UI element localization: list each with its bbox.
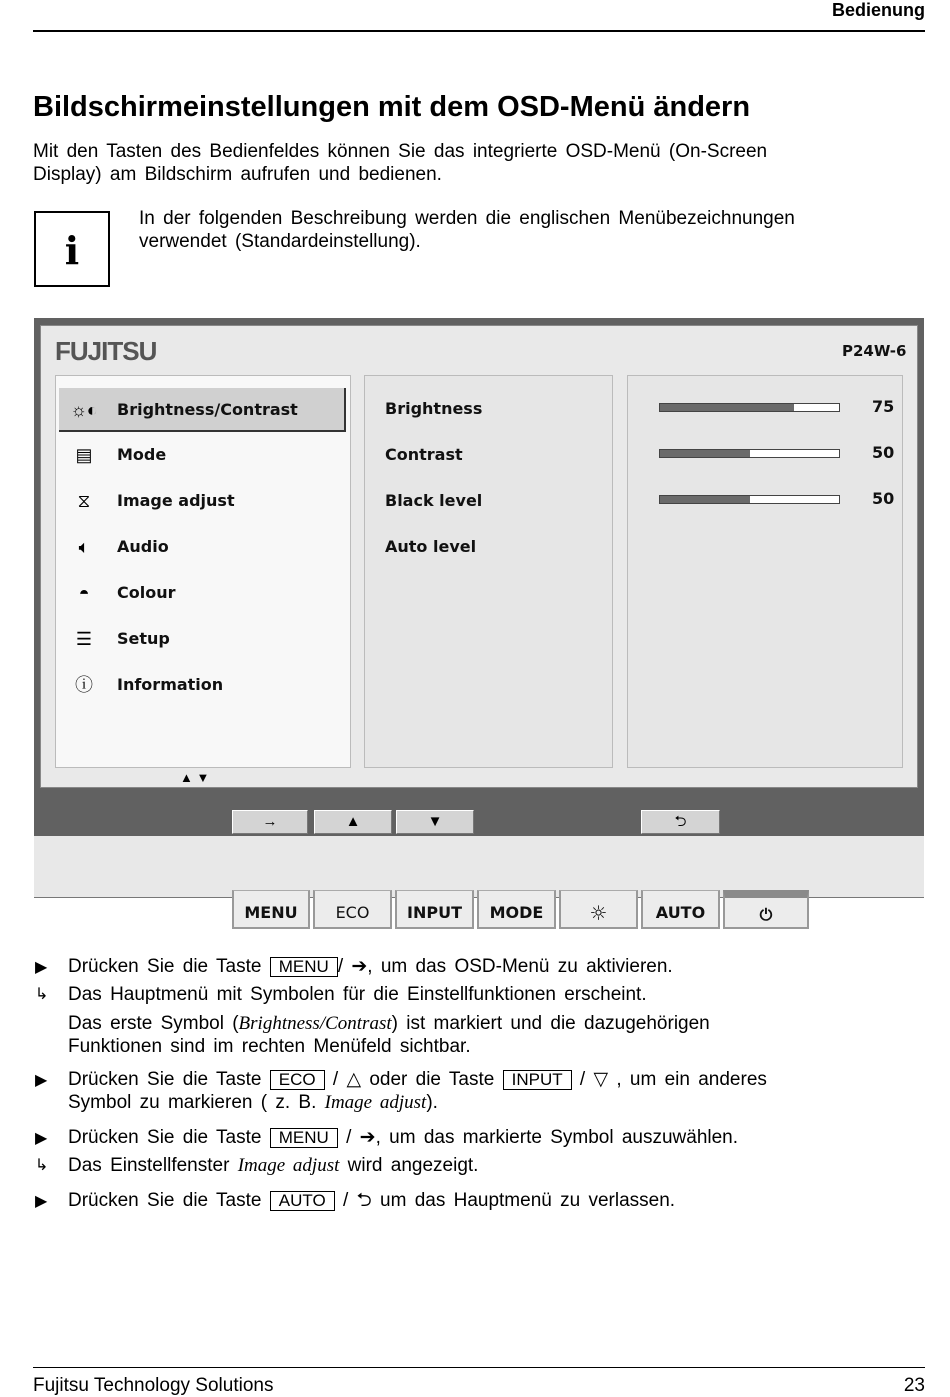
- value-panel: [627, 375, 903, 768]
- setup-icon: ☰: [75, 629, 93, 649]
- step-3: Drücken Sie die Taste ECO / △ oder die Taste INPUT / ▽ , um ein anderes Symbol zu markieren ( z. B. Image adjust).: [68, 1069, 767, 1113]
- step-6: Drücken Sie die Taste AUTO / ⮌ um das Hauptmenü zu verlassen.: [68, 1190, 676, 1211]
- step-2: Das Hauptmenü mit Symbolen für die Einstellfunktionen erscheint.: [68, 984, 647, 1005]
- result-arrow-icon: ↳: [35, 1157, 49, 1174]
- action-bullet-icon: ▶: [35, 1130, 48, 1147]
- function-auto-level[interactable]: Auto level: [385, 537, 477, 556]
- black-level-value: 50: [872, 489, 895, 508]
- header-rule: [33, 30, 925, 32]
- menu-item-mode[interactable]: [59, 433, 346, 477]
- step-5: Das Einstellfenster Image adjust wird angezeigt.: [68, 1155, 479, 1176]
- menu-label: Audio: [117, 537, 169, 556]
- function-panel: [364, 375, 613, 768]
- page-title: Bildschirmeinstellungen mit dem OSD-Menü ändern: [33, 91, 751, 123]
- fujitsu-logo: FUJITSU: [55, 336, 157, 366]
- brightness-slider[interactable]: [659, 403, 840, 412]
- action-bullet-icon: ▶: [35, 959, 48, 976]
- info-icon: i: [34, 211, 110, 287]
- mode-icon: ▤: [75, 445, 93, 465]
- key-power[interactable]: ⏻: [723, 890, 809, 929]
- function-brightness[interactable]: Brightness: [385, 399, 483, 418]
- info-icon: ⓘ: [75, 675, 93, 695]
- menu-label: Information: [117, 675, 224, 694]
- intro-line: Mit den Tasten des Bedienfeldes können Sie das integrierte OSD-Menü (On-Screen: [33, 141, 768, 162]
- function-contrast[interactable]: Contrast: [385, 445, 463, 464]
- monitor-bezel: [34, 836, 924, 898]
- page-number: 23: [903, 1375, 925, 1396]
- brightness-value: 75: [872, 397, 895, 416]
- section-header: Bedienung: [832, 0, 925, 20]
- result-arrow-icon: ↳: [35, 986, 49, 1003]
- osd-enter-button[interactable]: →: [232, 810, 308, 834]
- menu-item-image-adjust[interactable]: [59, 479, 346, 523]
- image-adjust-icon: ⧖: [77, 491, 91, 511]
- step-2-note: Das erste Symbol (Brightness/Contrast) ist markiert und die dazugehörigen Funktionen sind im rechten Menüfeld sichtbar.: [68, 1013, 710, 1057]
- osd-up-button[interactable]: ▲: [314, 810, 392, 834]
- step-1: Drücken Sie die Taste MENU / ➔, um das OSD-Menü zu aktivieren.: [68, 956, 673, 977]
- key-mode[interactable]: MODE: [477, 890, 556, 929]
- menu-label: Image adjust: [117, 491, 235, 510]
- key-brightness[interactable]: ☼: [559, 890, 638, 929]
- contrast-slider[interactable]: [659, 449, 840, 458]
- osd-down-button[interactable]: ▼: [396, 810, 474, 834]
- model-name: P24W-6: [842, 342, 907, 360]
- menu-item-audio[interactable]: [59, 525, 346, 569]
- contrast-value: 50: [872, 443, 895, 462]
- menu-label: Setup: [117, 629, 170, 648]
- action-bullet-icon: ▶: [35, 1193, 48, 1210]
- intro-text: [33, 140, 767, 186]
- menu-label: Brightness/Contrast: [117, 400, 298, 419]
- info-line: In der folgenden Beschreibung werden die englischen Menübezeichnungen: [139, 208, 795, 229]
- footer-company: Fujitsu Technology Solutions: [33, 1375, 274, 1396]
- footer-rule: [33, 1367, 925, 1368]
- brightness-contrast-icon: ☼◐: [70, 400, 98, 420]
- key-eco[interactable]: ECO: [313, 890, 392, 929]
- menu-label: Mode: [117, 445, 167, 464]
- menu-label: Colour: [117, 583, 176, 602]
- nav-hint: ▲ ▼: [180, 770, 210, 785]
- menu-item-information[interactable]: [59, 663, 346, 707]
- osd-back-button[interactable]: ⮌: [641, 810, 720, 834]
- menu-item-setup[interactable]: [59, 617, 346, 661]
- menu-item-brightness-contrast[interactable]: [59, 388, 346, 432]
- key-input[interactable]: INPUT: [395, 890, 474, 929]
- intro-line: Display) am Bildschirm aufrufen und bedienen.: [33, 164, 442, 185]
- info-note: [139, 207, 795, 253]
- function-black-level[interactable]: Black level: [385, 491, 483, 510]
- key-menu[interactable]: MENU: [232, 890, 310, 929]
- speaker-icon: 🔈︎: [78, 537, 90, 557]
- info-line: verwendet (Standardeinstellung).: [139, 231, 421, 252]
- step-4: Drücken Sie die Taste MENU / ➔, um das markierte Symbol auszuwählen.: [68, 1127, 739, 1148]
- key-auto[interactable]: AUTO: [641, 890, 720, 929]
- menu-item-colour[interactable]: [59, 571, 346, 615]
- black-level-slider[interactable]: [659, 495, 840, 504]
- colour-icon: ◓: [78, 583, 90, 603]
- action-bullet-icon: ▶: [35, 1072, 48, 1089]
